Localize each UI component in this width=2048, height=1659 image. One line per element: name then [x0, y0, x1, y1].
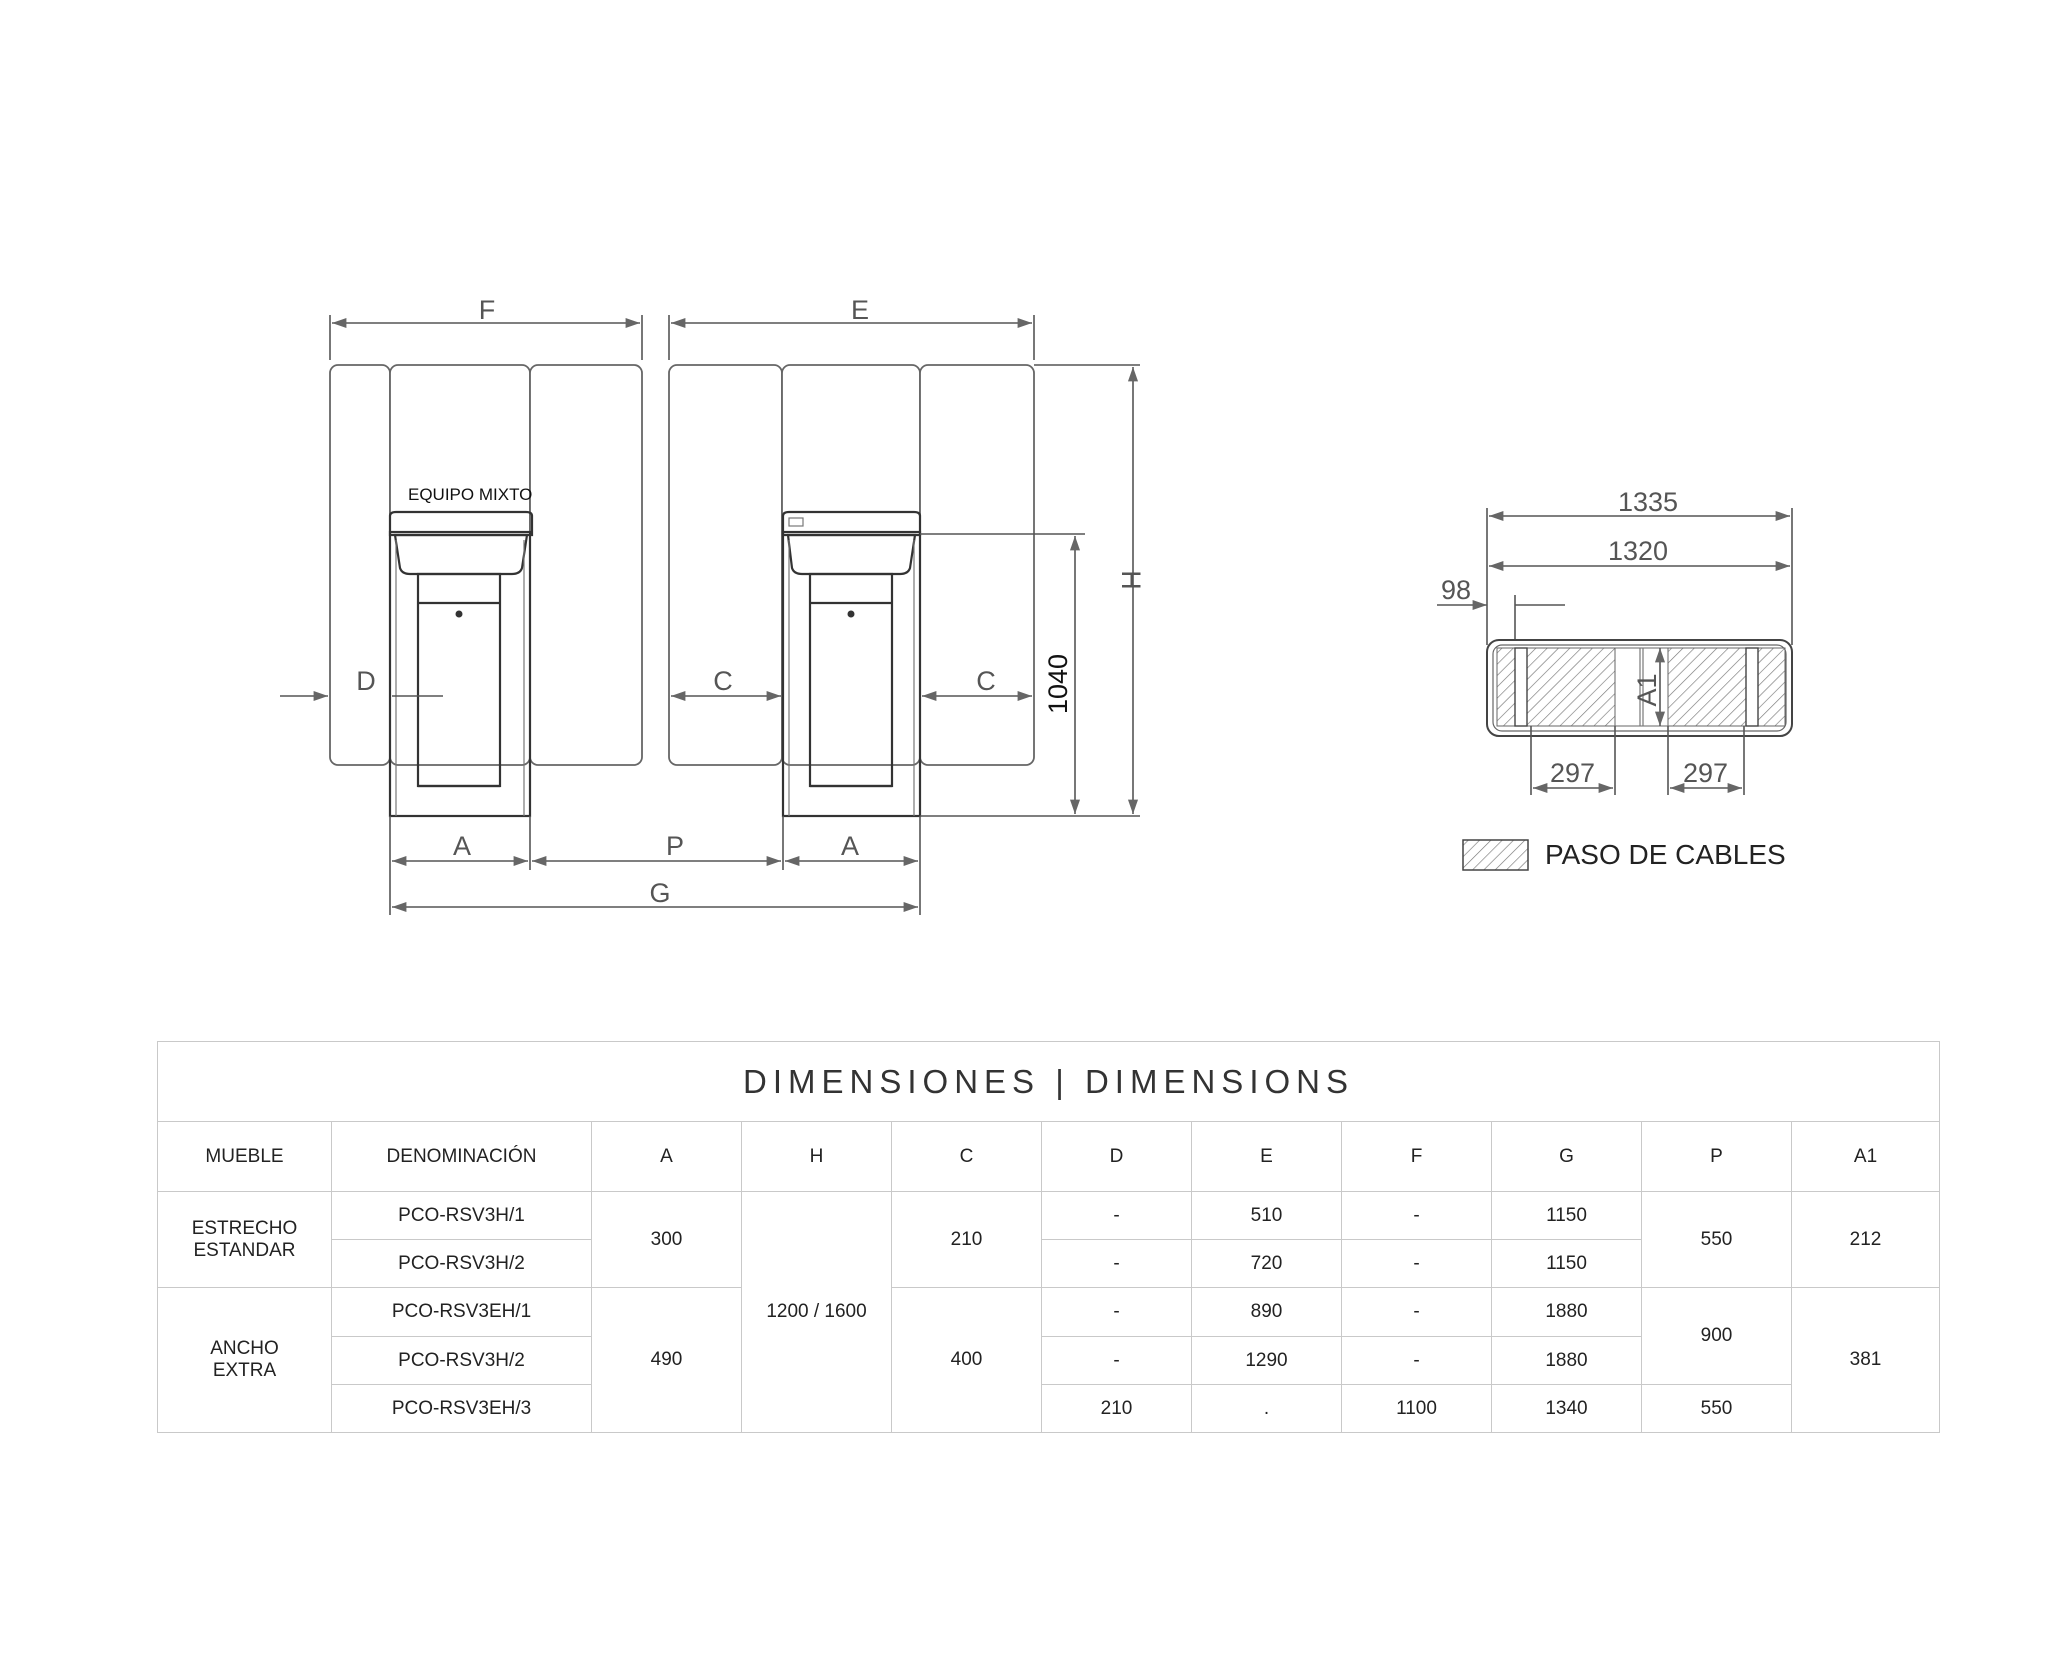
cell-d: - — [1042, 1337, 1192, 1385]
dim-label-P: P — [665, 831, 685, 861]
hatch-swatch — [1463, 840, 1528, 870]
header-a1: A1 — [1792, 1122, 1940, 1192]
cell-h: 1200 / 1600 — [742, 1192, 892, 1433]
cell-p: 550 — [1642, 1385, 1792, 1433]
cell-g: 1150 — [1492, 1192, 1642, 1240]
mueble-line: ANCHO — [210, 1338, 279, 1359]
cell-a: 300 — [592, 1192, 742, 1288]
glass-panel — [782, 365, 920, 765]
glass-panel — [330, 365, 390, 765]
header-g: G — [1492, 1122, 1642, 1192]
cell-e: 510 — [1192, 1192, 1342, 1240]
mueble-line: EXTRA — [212, 1360, 277, 1381]
dim-label-H: H — [1116, 570, 1146, 590]
cell-f: 1100 — [1342, 1385, 1492, 1433]
cell-c: 210 — [892, 1192, 1042, 1288]
cell-d: - — [1042, 1288, 1192, 1337]
dim-label-A-right: A — [840, 831, 860, 861]
dimensions-table — [157, 1041, 1940, 1433]
cell-denominacion: PCO-RSV3H/1 — [332, 1192, 592, 1240]
dim-label-C-left: C — [713, 666, 733, 696]
cell-p: 900 — [1642, 1288, 1792, 1385]
cell-a1: 381 — [1792, 1288, 1940, 1433]
cell-g: 1880 — [1492, 1337, 1642, 1385]
dim-label-F: F — [478, 295, 496, 325]
dim-1335: 1335 — [1618, 487, 1679, 517]
cell-e: 720 — [1192, 1240, 1342, 1288]
dim-label-C-right: C — [976, 666, 996, 696]
glass-panel — [669, 365, 782, 765]
header-mueble: MUEBLE — [158, 1122, 332, 1192]
mueble-line: ESTANDAR — [193, 1239, 296, 1261]
dim-label-D: D — [356, 666, 376, 696]
header-denominacion: DENOMINACIÓN — [332, 1122, 592, 1192]
cell-e: 1290 — [1192, 1337, 1342, 1385]
table-row — [158, 1192, 1940, 1240]
dim-label-G: G — [649, 878, 671, 908]
cell-mueble — [158, 1288, 332, 1433]
equipo-mixto-note: EQUIPO MIXTO — [408, 485, 533, 504]
header-d: D — [1042, 1122, 1192, 1192]
cell-d: - — [1042, 1240, 1192, 1288]
table-row — [158, 1385, 1940, 1433]
cell-f: - — [1342, 1240, 1492, 1288]
mueble-line: ESTRECHO — [191, 1217, 298, 1239]
dim-1040: 1040 — [1043, 653, 1073, 715]
front-view — [280, 295, 1146, 915]
cell-g: 1880 — [1492, 1288, 1642, 1337]
dim-297-left: 297 — [1550, 758, 1596, 788]
cell-mueble — [158, 1192, 332, 1288]
cell-g: 1340 — [1492, 1385, 1642, 1433]
dim-label-E: E — [850, 295, 870, 325]
cell-a: 490 — [592, 1288, 742, 1433]
glass-panel — [920, 365, 1034, 765]
dim-297-right: 297 — [1683, 758, 1729, 788]
dim-1320: 1320 — [1608, 536, 1669, 566]
cell-c: 400 — [892, 1288, 1042, 1433]
plan-label-A1: A1 — [1632, 673, 1662, 707]
cell-p: 550 — [1642, 1192, 1792, 1288]
header-a: A — [592, 1122, 742, 1192]
dim-label-A-left: A — [452, 831, 472, 861]
cell-d: - — [1042, 1192, 1192, 1240]
header-f: F — [1342, 1122, 1492, 1192]
cell-e: . — [1192, 1385, 1342, 1433]
cell-denominacion: PCO-RSV3H/2 — [332, 1240, 592, 1288]
cell-d: 210 — [1042, 1385, 1192, 1433]
cell-f: - — [1342, 1337, 1492, 1385]
legend-label: PASO DE CABLES — [1545, 839, 1786, 870]
cell-denominacion: PCO-RSV3H/2 — [332, 1337, 592, 1385]
header-c: C — [892, 1122, 1042, 1192]
table-row — [158, 1288, 1940, 1337]
cell-a1: 212 — [1792, 1192, 1940, 1288]
legend — [1463, 839, 1786, 870]
header-e: E — [1192, 1122, 1342, 1192]
cell-f: - — [1342, 1192, 1492, 1240]
plan-view — [1437, 487, 1792, 795]
glass-panel — [390, 365, 533, 765]
cell-f: - — [1342, 1288, 1492, 1337]
dim-98: 98 — [1441, 575, 1472, 605]
cell-g: 1150 — [1492, 1240, 1642, 1288]
cell-denominacion: PCO-RSV3EH/1 — [332, 1288, 592, 1337]
glass-panel — [530, 365, 642, 765]
header-p: P — [1642, 1122, 1792, 1192]
table-header-row — [158, 1122, 1940, 1192]
cell-denominacion: PCO-RSV3EH/3 — [332, 1385, 592, 1433]
header-h: H — [742, 1122, 892, 1192]
cell-e: 890 — [1192, 1288, 1342, 1337]
table-title: DIMENSIONES | DIMENSIONS — [158, 1042, 1940, 1122]
